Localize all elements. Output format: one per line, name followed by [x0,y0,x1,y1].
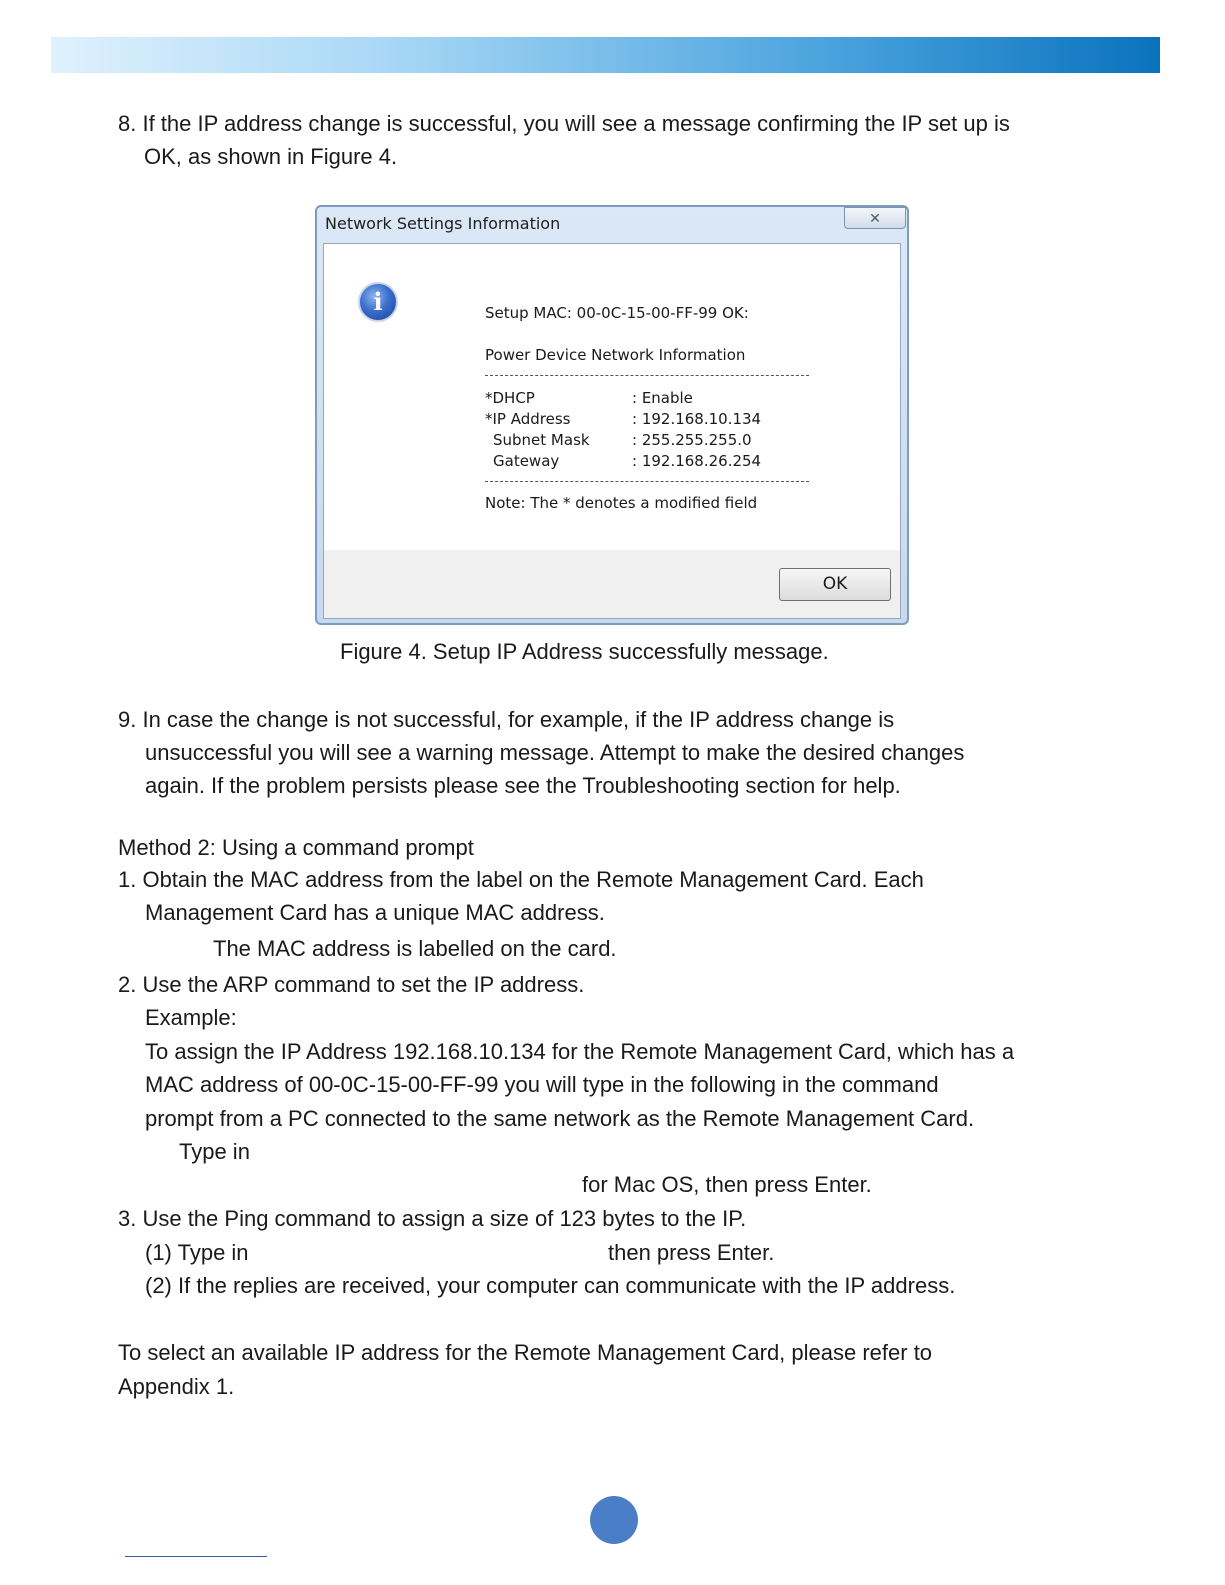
m2-step1-note: The MAC address is labelled on the card. [213,936,617,961]
step8-line1: 8. If the IP address change is successful, you will see a message confirming the IP set up is [118,111,1010,136]
section-title: Power Device Network Information [485,346,746,364]
m2-step2-line3: To assign the IP Address 192.168.10.134 for the Remote Management Card, which has a [145,1039,1015,1064]
field-value-subnet: : 255.255.255.0 [632,431,752,449]
figure-caption: Figure 4. Setup IP Address successfully message. [340,639,829,664]
closing-line1: To select an available IP address for the Remote Management Card, please refer to [118,1340,933,1365]
modified-note: Note: The * denotes a modified field [485,494,758,512]
info-icon: i [358,282,398,322]
m2-step3-line3: (2) If the replies are received, your computer can communicate with the IP address. [145,1273,956,1298]
divider-bottom [485,481,809,482]
m2-step2-example: Example: [145,1005,237,1030]
m2-step2-line4: MAC address of 00-0C-15-00-FF-99 you will type in the following in the command [145,1072,939,1097]
close-icon[interactable]: ✕ [844,207,906,229]
method2-heading: Method 2: Using a command prompt [118,835,474,860]
m2-step2-line1: 2. Use the ARP command to set the IP address. [118,972,585,997]
header-band [51,37,1160,73]
setup-mac-line: Setup MAC: 00-0C-15-00-FF-99 OK: [485,304,749,322]
field-value-gateway: : 192.168.26.254 [632,452,762,470]
dialog-title: Network Settings Information [325,214,561,233]
dialog-content [323,243,901,619]
step8-line2: OK, as shown in Figure 4. [144,144,398,169]
step9-line1: 9. In case the change is not successful, for example, if the IP address change is [118,707,895,732]
m2-step3-typein: (1) Type in [145,1240,249,1265]
field-label-gateway: Gateway [493,452,560,470]
footer-link-underline[interactable] [125,1556,267,1557]
field-value-ip: : 192.168.10.134 [632,410,762,428]
field-label-dhcp: *DHCP [485,389,535,407]
m2-step2-typein: Type in [179,1139,250,1164]
divider-top [485,375,809,376]
ok-button[interactable]: OK [779,568,891,601]
field-label-ip: *IP Address [485,410,571,428]
m2-step3-line1: 3. Use the Ping command to assign a size of 123 bytes to the IP. [118,1206,747,1231]
m2-step1-line1: 1. Obtain the MAC address from the label on the Remote Management Card. Each [118,867,924,892]
page-number-badge [590,1496,638,1544]
m2-step3-enter: then press Enter. [608,1240,775,1265]
m2-step2-line5: prompt from a PC connected to the same network as the Remote Management Card. [145,1106,975,1131]
m2-step2-macos: for Mac OS, then press Enter. [582,1172,872,1197]
field-label-subnet: Subnet Mask [493,431,590,449]
step9-line3: again. If the problem persists please see the Troubleshooting section for help. [145,773,901,798]
m2-step1-line2: Management Card has a unique MAC address. [145,900,605,925]
closing-line2: Appendix 1. [118,1374,235,1399]
field-value-dhcp: : Enable [632,389,693,407]
network-settings-dialog [315,205,909,625]
step9-line2: unsuccessful you will see a warning message. Attempt to make the desired changes [145,740,965,765]
